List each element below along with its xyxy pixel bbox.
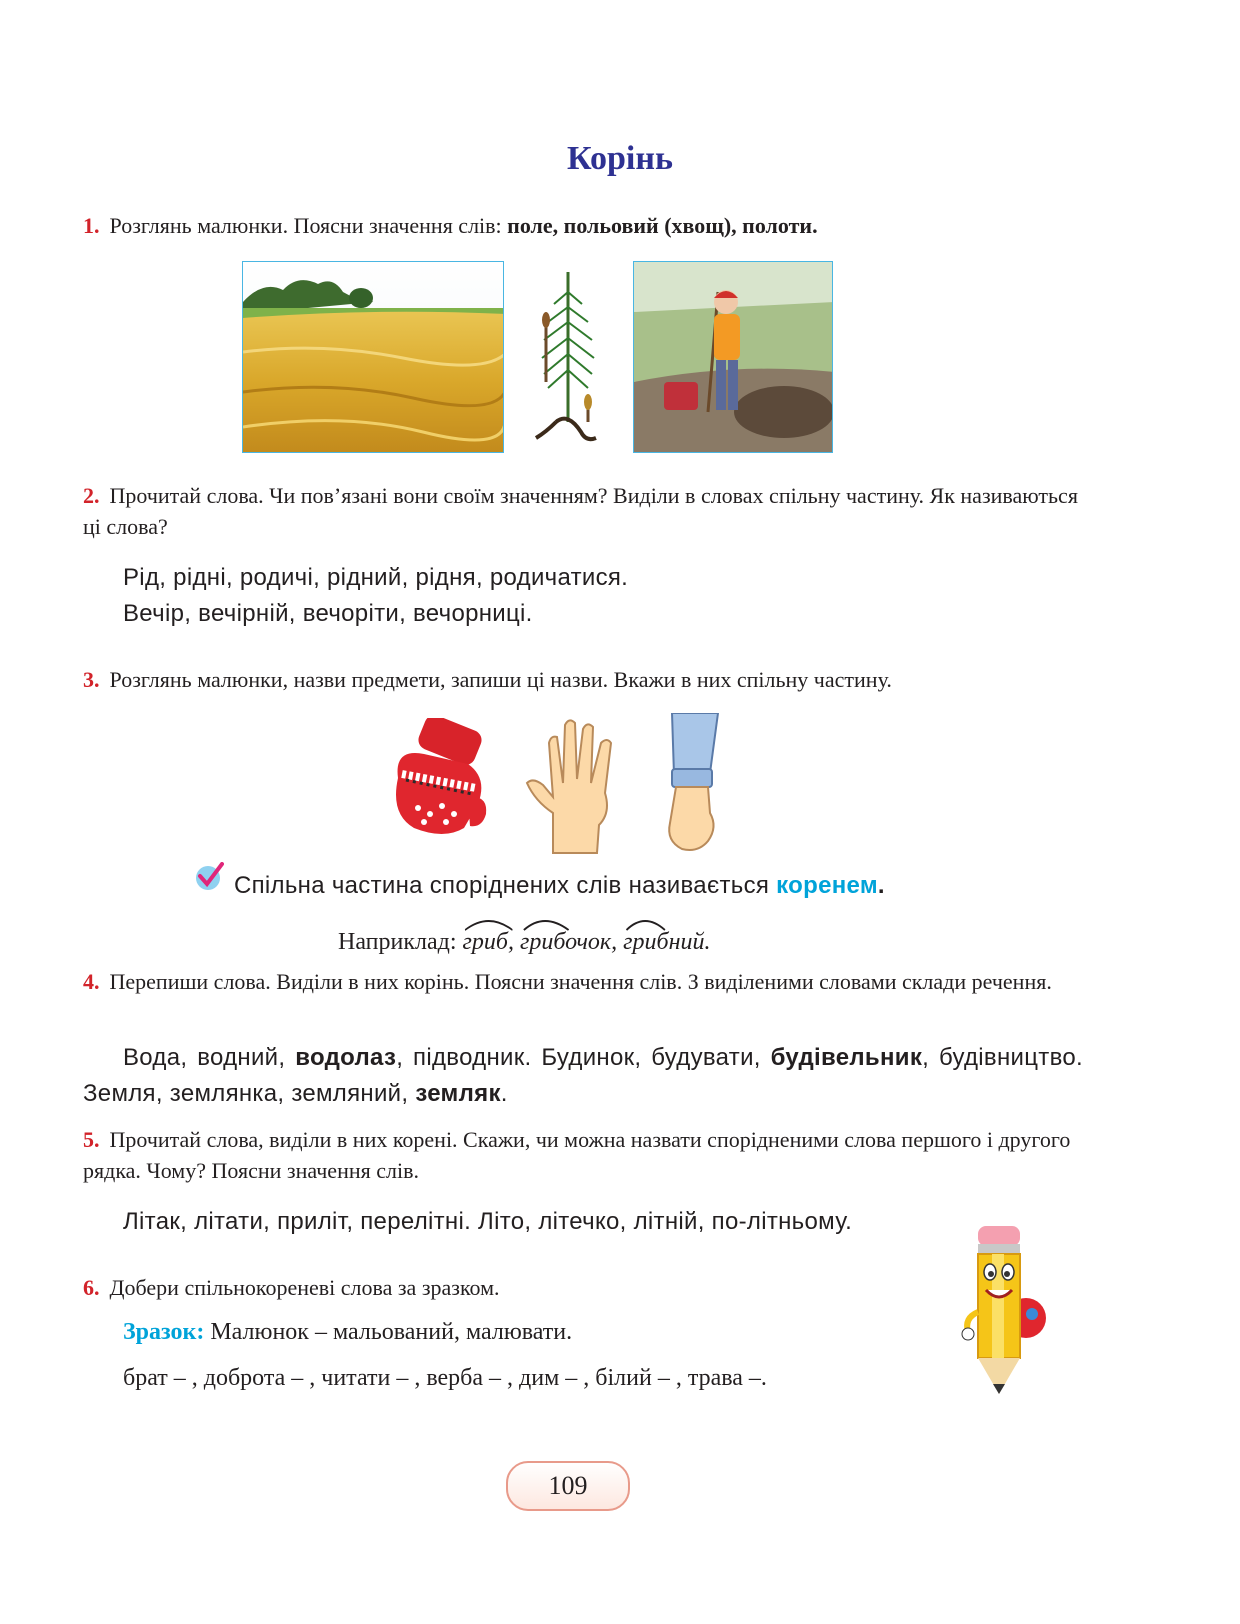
horsetail-drawing	[526, 262, 606, 456]
pencil-mascot	[960, 1222, 1046, 1398]
page-number: 109	[506, 1461, 630, 1511]
mitten-image	[384, 718, 496, 836]
task-4-words: Вода, водний, водолаз, підводник. Будинок, будувати, будівельник, будівництво. Земля, землянка, земляний, земляк.	[83, 1044, 1083, 1107]
sample-line	[123, 1314, 572, 1350]
highlighted-word: водолаз	[295, 1044, 397, 1071]
sample-label: Зразок:	[123, 1319, 205, 1345]
rule-end: .	[877, 872, 885, 899]
task-number: 4.	[83, 969, 100, 994]
pencil-character-image	[960, 1222, 1046, 1398]
horsetail-plant-image	[526, 262, 606, 456]
wheat-field-image	[243, 262, 504, 453]
word-line: Літак, літати, приліт, перелітні. Літо, літечко, літній, по-літньому.	[123, 1208, 853, 1235]
task-number: 2.	[83, 483, 100, 508]
task-number: 1.	[83, 213, 100, 238]
check-icon	[194, 862, 224, 897]
sample-text: Малюнок – мальований, малювати.	[204, 1319, 573, 1345]
task-4	[83, 966, 1083, 997]
task-5	[83, 1124, 1083, 1186]
task-text: Добери спільнокореневі слова за зразком.	[109, 1275, 500, 1300]
example-label: Наприклад:	[338, 929, 463, 955]
wrist-drawing	[658, 713, 730, 857]
highlighted-word: будівельник	[770, 1044, 923, 1071]
highlighted-word: земляк	[415, 1080, 501, 1107]
page-title: Корінь	[567, 140, 673, 177]
task-text: Прочитай слова, виділи в них корені. Скажи, чи можна назвати спорідненими слова першого і другого рядка. Чому? Поясни значення слів.	[83, 1127, 1071, 1183]
task-1	[83, 210, 1083, 241]
task-2	[83, 480, 1083, 542]
task-text: Розглянь малюнки, назви предмети, запиши ці назви. Вкажи в них спільну частину.	[109, 667, 892, 692]
example-word: грибочок,	[520, 924, 617, 960]
task-number: 3.	[83, 667, 100, 692]
rule-sentence: Спільна частина споріднених слів називається	[234, 872, 777, 899]
field-photo	[242, 261, 504, 453]
rule-term: коренем	[776, 872, 878, 899]
task-6	[83, 1272, 1083, 1303]
word-line: Рід, рідні, родичі, рідний, рідня, родичатися.	[123, 564, 629, 591]
task-text: Прочитай слова. Чи пов’язані вони своїм значенням? Виділи в словах спільну частину. Як називаються ці слова?	[83, 483, 1078, 539]
hand-drawing	[523, 713, 633, 857]
task-text: Перепиши слова. Виділи в них корінь. Поясни значення слів. З виділеними словами склади речення.	[109, 969, 1052, 994]
example-word: грибний.	[623, 924, 710, 960]
hand-image	[523, 713, 633, 857]
rule-text	[234, 868, 885, 904]
task-number: 5.	[83, 1127, 100, 1152]
task-3	[83, 664, 1083, 695]
mitten-drawing	[384, 718, 496, 836]
example-word: гриб,	[463, 924, 514, 960]
word-line: брат – , доброта – , читати – , верба – , дим – , білий – , трава –.	[123, 1365, 767, 1391]
child-weeding-image	[634, 262, 833, 453]
task-keywords: поле, польовий (хвощ), полоти.	[507, 213, 818, 238]
task-text: Розглянь малюнки. Поясни значення слів:	[109, 213, 508, 238]
example-line	[338, 924, 710, 960]
weeding-photo	[633, 261, 833, 453]
word-line: Вечір, вечірній, вечоріти, вечорниці.	[123, 600, 533, 627]
wrist-image	[658, 713, 730, 857]
task-number: 6.	[83, 1275, 100, 1300]
